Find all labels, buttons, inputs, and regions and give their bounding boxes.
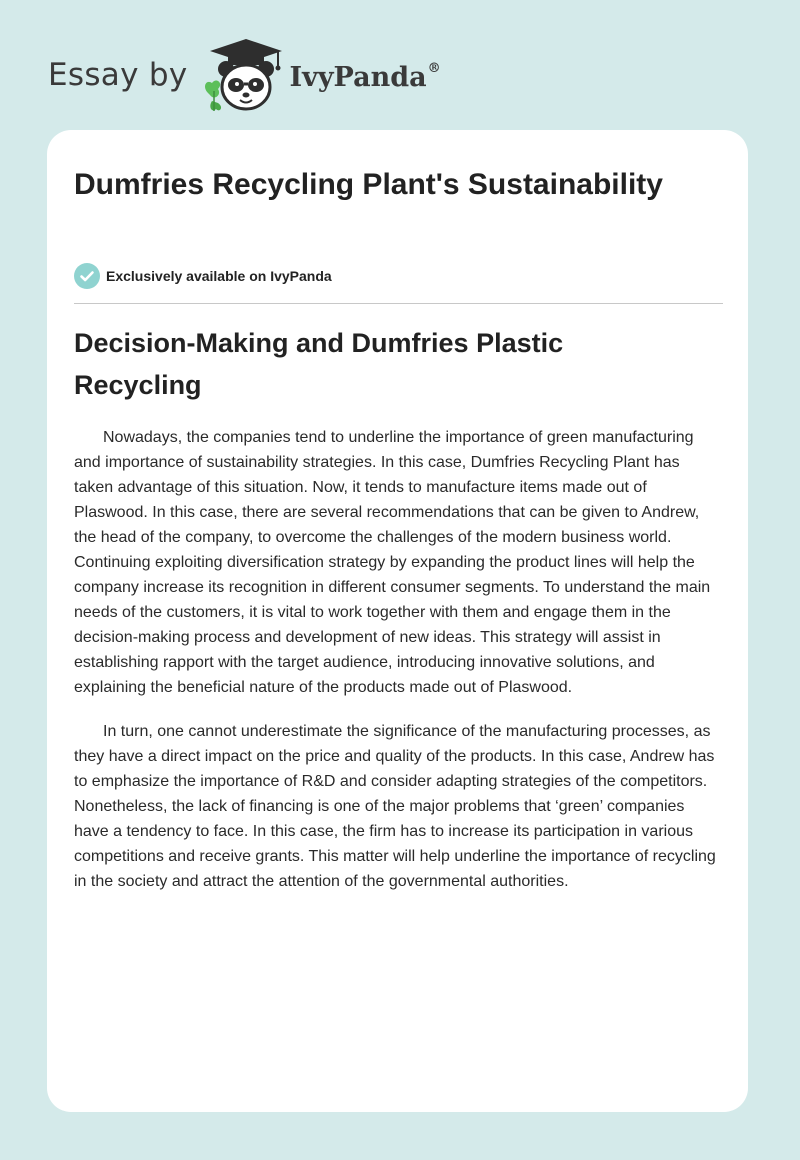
paragraph: Nowadays, the companies tend to underline the importance of green manufacturing and importance of sustainability strategies. In this case, Dumfries Recycling Plant has taken advantage of this situation. Now, it tends to manufacture items made out of Plaswood. In this case, there are several recommendations that can be given to Andrew, the head of the company, to overcome the challenges of the modern business world. Continuing exploiting diversification strategy by expanding the product lines will help the company increase its recognition in different consumer segments. To understand the main needs of the customers, it is vital to work together with them and engage them in the decision-making process and development of new ideas. This strategy will assist in establishing rapport with the target audience, introducing innovative solutions, and explaining the beneficial nature of the products made out of Plaswood. xyxy=(74,429,711,696)
essay-body xyxy=(74,425,723,913)
paragraph: In turn, one cannot underestimate the significance of the manufacturing processes, as they have a direct impact on the price and quality of the products. In this case, Andrew has to emphasize the importance of R&D and consider adapting strategies of the competitors. Nonetheless, the lack of financing is one of the major problems that ‘green’ companies have a tendency to face. In this case, the firm has to increase its participation in various competitions and receive grants. This matter will help underline the importance of recycling in the society and attract the attention of the governmental authorities. xyxy=(74,723,716,890)
check-circle-icon xyxy=(74,263,100,289)
divider xyxy=(74,303,723,304)
site-header xyxy=(48,30,441,120)
essay-card xyxy=(47,130,748,1112)
registered-mark: ® xyxy=(427,60,441,76)
exclusive-badge xyxy=(74,263,332,289)
essay-title: Dumfries Recycling Plant's Sustainability xyxy=(74,168,663,201)
brand-name[interactable] xyxy=(290,62,441,93)
section-heading: Decision-Making and Dumfries Plastic Recycling xyxy=(74,328,564,400)
badge-text: Exclusively available on IvyPanda xyxy=(106,268,332,284)
brand-name-text: IvyPanda xyxy=(289,61,427,93)
panda-graduate-icon[interactable] xyxy=(198,35,294,115)
essay-by-label: Essay by xyxy=(48,57,188,93)
